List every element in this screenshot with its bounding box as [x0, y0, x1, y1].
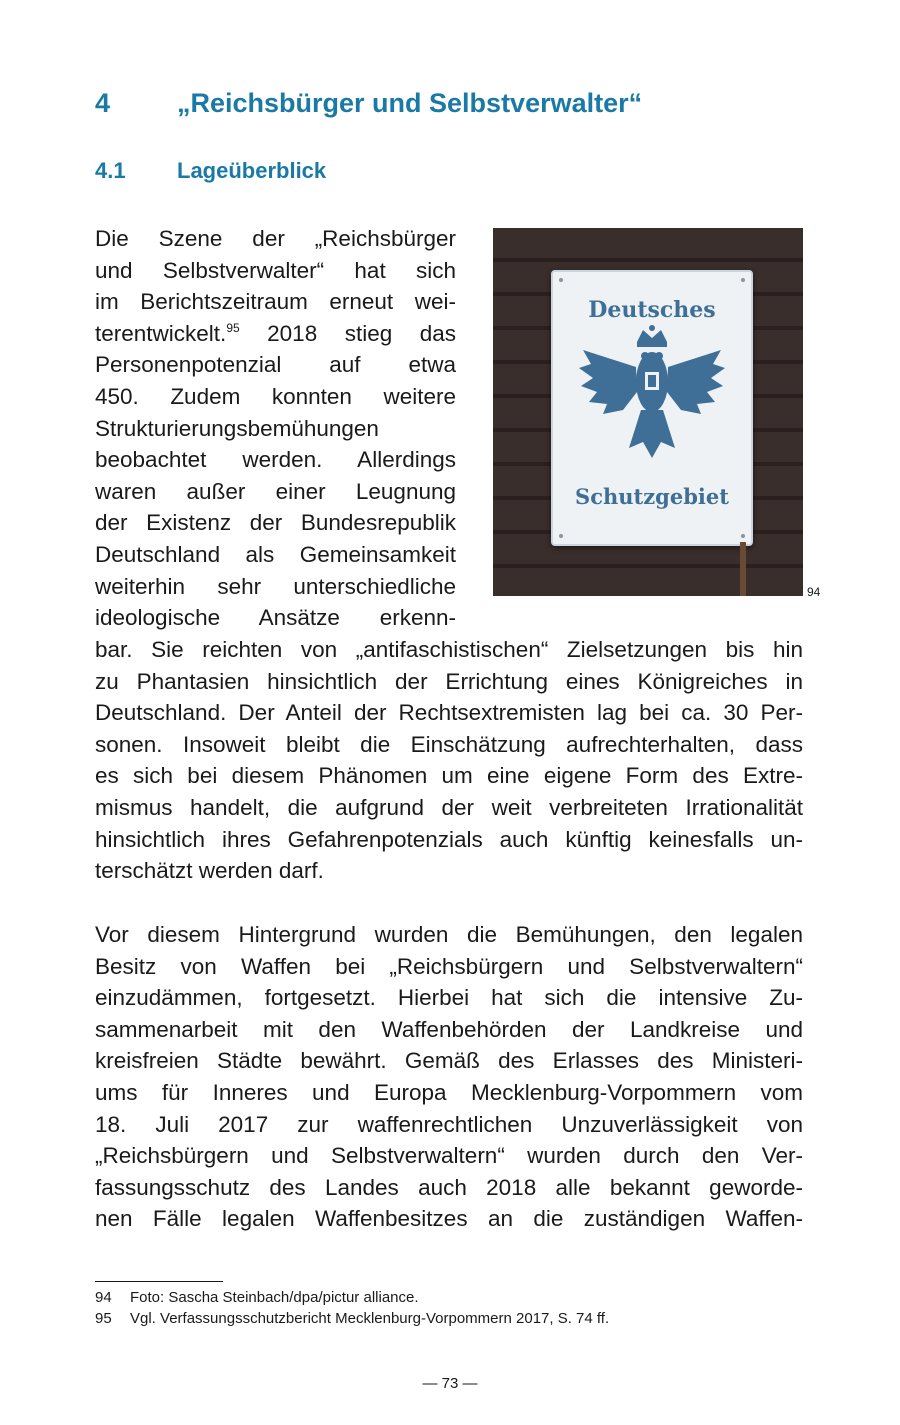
eagle-emblem-icon — [553, 272, 751, 544]
text-line: einzudämmen, fortgesetzt. Hierbei hat sich die intensive Zu- — [95, 985, 803, 1011]
paragraph-2 — [95, 919, 803, 1235]
text-line: nen Fälle legalen Waffenbesitzes an die zuständigen Waffen- — [95, 1206, 803, 1232]
photo-figure — [493, 228, 803, 596]
chapter-heading — [95, 88, 642, 119]
text-line: Deutschland als Gemeinsamkeit — [95, 541, 456, 567]
section-heading — [95, 158, 326, 184]
section-title: Lageüberblick — [177, 158, 327, 183]
chapter-number: 4 — [95, 88, 111, 118]
text-line: zu Phantasien hinsichtlich der Errichtung eines Königreiches in — [95, 668, 803, 694]
text-line — [95, 318, 456, 350]
sign-line-1: Deutsches — [588, 297, 716, 323]
sign-post — [740, 542, 746, 596]
text-line: Personenpotenzial auf etwa — [95, 352, 456, 378]
figure-footnote-ref: 94 — [807, 585, 821, 599]
text-line: sammenarbeit mit den Waffenbehörden der Landkreise und — [95, 1016, 803, 1042]
text-line: fassungsschutz des Landes auch 2018 alle bekannt geworde- — [95, 1174, 803, 1200]
text-line: terschätzt werden darf. — [95, 858, 324, 884]
footnote-text: Vgl. Verfassungsschutzbericht Mecklenburg-Vorpommern 2017, S. 74 ff. — [130, 1310, 610, 1327]
page-number: — 73 — — [422, 1375, 478, 1392]
text-line: 450. Zudem konnten weitere — [95, 383, 456, 409]
text-line: ums für Inneres und Europa Mecklenburg-Vorpommern vom — [95, 1079, 803, 1105]
text-line: mismus handelt, die aufgrund der weit verbreiteten Irrationalität — [95, 794, 803, 820]
text-line: „Reichsbürgern und Selbstverwaltern“ wurden durch den Ver- — [95, 1143, 803, 1169]
text-line: ideologische Ansätze erkenn- — [95, 605, 456, 631]
footnote — [95, 1310, 609, 1327]
text-line: beobachtet werden. Allerdings — [95, 447, 456, 473]
text-line: und Selbstverwalter“ hat sich — [95, 257, 456, 283]
text-line: Die Szene der „Reichsbürger — [95, 226, 456, 251]
text-line: hinsichtlich ihres Gefahrenpotenzials auch künftig keinesfalls un- — [95, 826, 803, 852]
text-line: im Berichtszeitraum erneut wei- — [95, 289, 456, 315]
text-line: waren außer einer Leugnung — [95, 478, 456, 504]
footnote-text: Foto: Sascha Steinbach/dpa/pictur alliance. — [130, 1289, 419, 1306]
footnote — [95, 1289, 419, 1306]
text-line: Vor diesem Hintergrund wurden die Bemühungen, den legalen — [95, 922, 803, 947]
text-line: es sich bei diesem Phänomen um eine eigene Form des Extre- — [95, 763, 803, 789]
text-fragment: 2018 stieg das — [239, 320, 456, 346]
text-line: kreisfreien Städte bewährt. Gemäß des Erlasses des Ministeri- — [95, 1048, 803, 1074]
footnote-number: 94 — [95, 1289, 112, 1306]
text-line: bar. Sie reichten von „antifaschistischen“ Zielsetzungen bis hin — [95, 637, 803, 662]
footnote-divider — [95, 1281, 223, 1282]
text-line: Deutschland. Der Anteil der Rechtsextremisten lag bei ca. 30 Per- — [95, 700, 803, 726]
section-number: 4.1 — [95, 158, 126, 183]
text-line: Besitz von Waffen bei „Reichsbürgern und Selbstverwaltern“ — [95, 953, 803, 979]
sign-line-2: Schutzgebiet — [575, 484, 729, 509]
text-line: sonen. Insoweit bleibt die Einschätzung aufrechterhalten, dass — [95, 731, 803, 757]
footnote-number: 95 — [95, 1310, 112, 1327]
text-line: weiterhin sehr unterschiedliche — [95, 573, 456, 599]
text-line: Strukturierungsbemühungen — [95, 415, 379, 441]
paragraph-1-wrapped — [95, 223, 456, 634]
sign-image — [551, 270, 753, 546]
text-line: 18. Juli 2017 zur waffenrechtlichen Unzuverlässigkeit von — [95, 1111, 803, 1137]
text-fragment: terentwickelt. — [95, 320, 227, 346]
paragraph-1-full — [95, 634, 803, 887]
chapter-title: „Reichsbürger und Selbstverwalter“ — [177, 88, 643, 118]
text-line: der Existenz der Bundesrepublik — [95, 510, 456, 536]
footnote-ref: 95 — [226, 320, 240, 335]
